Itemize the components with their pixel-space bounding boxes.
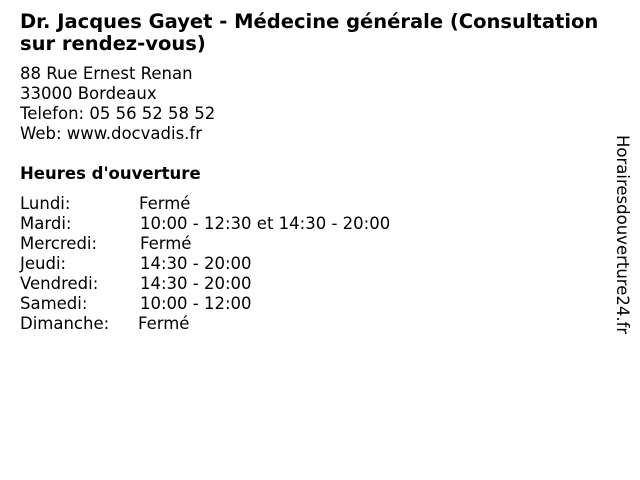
day-label: Mercredi: [20, 234, 98, 253]
time-value: 10:00 - 12:00 [140, 294, 252, 313]
address-block [20, 64, 215, 144]
website: Web: www.docvadis.fr [20, 124, 202, 143]
hours-row-sunday [20, 314, 190, 334]
opening-hours-heading: Heures d'ouverture [20, 164, 201, 183]
opening-hours-table [20, 194, 391, 334]
site-watermark: Horairesdouverture24.fr [613, 135, 632, 335]
time-value: 10:00 - 12:30 et 14:30 - 20:00 [140, 214, 391, 233]
day-label: Samedi: [20, 294, 88, 313]
day-label: Lundi: [20, 194, 71, 213]
hours-row-friday [20, 274, 252, 294]
day-label: Jeudi: [20, 254, 67, 273]
time-value: 14:30 - 20:00 [140, 274, 252, 293]
day-label: Dimanche: [20, 314, 110, 333]
day-label: Vendredi: [20, 274, 99, 293]
time-value: Fermé [138, 314, 190, 333]
hours-row-wednesday [20, 234, 192, 254]
time-value: Fermé [139, 194, 191, 213]
city-postcode: 33000 Bordeaux [20, 84, 157, 103]
street-address: 88 Rue Ernest Renan [20, 64, 193, 83]
phone-number: Telefon: 05 56 52 58 52 [20, 104, 216, 123]
hours-row-tuesday [20, 214, 391, 234]
hours-row-saturday [20, 294, 252, 314]
day-label: Mardi: [20, 214, 72, 233]
time-value: 14:30 - 20:00 [140, 254, 252, 273]
hours-row-monday [20, 194, 191, 214]
time-value: Fermé [140, 234, 192, 253]
page-title: Dr. Jacques Gayet - Médecine générale (Consultation sur rendez-vous) [20, 10, 599, 55]
hours-row-thursday [20, 254, 252, 274]
